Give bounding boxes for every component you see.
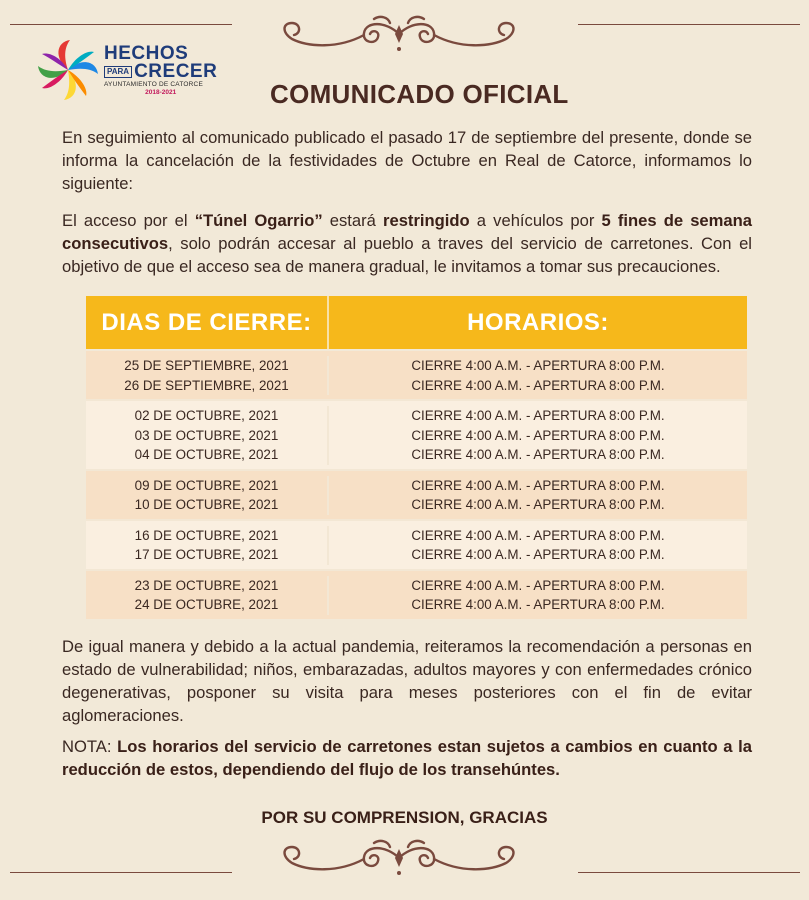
- frame-line-bottom-right: [578, 872, 800, 873]
- page-title: COMUNICADO OFICIAL: [270, 79, 569, 109]
- header-closure-days: DIAS DE CIERRE:: [86, 296, 329, 349]
- swirl-logo-icon: [34, 36, 102, 104]
- hours-cell: CIERRE 4:00 A.M. - APERTURA 8:00 P.M.: [411, 447, 665, 462]
- header-hours: HORARIOS:: [467, 308, 609, 336]
- tunnel-name: “Túnel Ogarrio”: [194, 211, 323, 230]
- access-text-4: , solo podrán accesar al pueblo a traves del servicio de carretones. Con el objetivo de que el acceso sea de manera gradual, le invitamos a tomar sus precauciones.: [62, 234, 752, 276]
- date-cell: 04 DE OCTUBRE, 2021: [134, 447, 279, 462]
- dates-column: [86, 576, 329, 615]
- date-cell: 24 DE OCTUBRE, 2021: [134, 597, 279, 612]
- table-row-group: [86, 519, 747, 569]
- hours-column: [329, 476, 747, 515]
- weekends-count: 5 fines de semana consecutivos: [62, 211, 752, 253]
- hours-column: [329, 526, 747, 565]
- table-body: [86, 351, 747, 619]
- date-cell: 09 DE OCTUBRE, 2021: [134, 477, 279, 493]
- hours-cell: CIERRE 4:00 A.M. - APERTURA 8:00 P.M.: [411, 477, 665, 493]
- table-row-group: [86, 469, 747, 519]
- scroll-ornament-top-icon: [268, 13, 530, 55]
- note-paragraph: [62, 735, 752, 781]
- hours-cell: CIERRE 4:00 A.M. - APERTURA 8:00 P.M.: [411, 577, 665, 593]
- date-cell: 16 DE OCTUBRE, 2021: [134, 527, 279, 543]
- access-paragraph: [62, 209, 752, 278]
- dates-column: [86, 526, 329, 565]
- access-text-3: a vehículos por: [469, 211, 602, 230]
- hours-column: [329, 576, 747, 615]
- table-row-group: [86, 399, 747, 469]
- date-cell: 10 DE OCTUBRE, 2021: [134, 497, 279, 512]
- dates-column: [86, 406, 329, 465]
- frame-line-top-right: [578, 24, 800, 25]
- hours-cell: CIERRE 4:00 A.M. - APERTURA 8:00 P.M.: [411, 597, 665, 612]
- date-cell: 25 DE SEPTIEMBRE, 2021: [124, 358, 289, 373]
- date-cell: 02 DE OCTUBRE, 2021: [134, 408, 279, 423]
- closure-schedule-table: [86, 296, 747, 619]
- frame-line-top-left: [10, 24, 232, 25]
- hours-cell: CIERRE 4:00 A.M. - APERTURA 8:00 P.M.: [411, 427, 665, 443]
- closing-message: POR SU COMPRENSION, GRACIAS: [261, 808, 548, 827]
- hours-cell: CIERRE 4:00 A.M. - APERTURA 8:00 P.M.: [411, 358, 665, 373]
- brand-para: PARA: [104, 66, 132, 78]
- note-label: NOTA:: [62, 737, 118, 756]
- dates-column: [86, 356, 329, 395]
- date-cell: 17 DE OCTUBRE, 2021: [134, 547, 279, 562]
- hours-column: [329, 406, 747, 465]
- table-header: [86, 296, 747, 349]
- brand-logo: [34, 36, 234, 106]
- intro-paragraph: En seguimiento al comunicado publicado el pasado 17 de septiembre del presente, donde se informa la cancelación de la festividades de Octubre en Real de Catorce, informamos lo siguiente:: [62, 128, 752, 193]
- dates-column: [86, 476, 329, 515]
- hours-cell: CIERRE 4:00 A.M. - APERTURA 8:00 P.M.: [411, 377, 665, 393]
- hours-column: [329, 356, 747, 395]
- hours-cell: CIERRE 4:00 A.M. - APERTURA 8:00 P.M.: [411, 527, 665, 543]
- access-text-1: El acceso por el: [62, 211, 195, 230]
- scroll-ornament-bottom-icon: [268, 837, 530, 879]
- frame-line-bottom-left: [10, 872, 232, 873]
- access-text-2: estará: [322, 211, 384, 230]
- brand-line-hechos: HECHOS: [104, 43, 189, 64]
- date-cell: 26 DE SEPTIEMBRE, 2021: [124, 377, 289, 393]
- hours-cell: CIERRE 4:00 A.M. - APERTURA 8:00 P.M.: [411, 497, 665, 512]
- date-cell: 23 DE OCTUBRE, 2021: [134, 577, 279, 593]
- brand-line-row: [104, 63, 217, 80]
- pandemic-paragraph: De igual manera y debido a la actual pandemia, reiteramos la recomendación a personas en estado de vulnerabilidad; niños, embarazadas, adultos mayores y con enfermedades crónico degenerativas, posponer su visita para meses posteriores con el fin de evitar aglomeraciones.: [62, 637, 752, 725]
- brand-years: 2018-2021: [145, 89, 177, 96]
- table-row-group: [86, 351, 747, 399]
- restricted-word: restringido: [383, 211, 470, 230]
- hours-cell: CIERRE 4:00 A.M. - APERTURA 8:00 P.M.: [411, 408, 665, 423]
- hours-cell: CIERRE 4:00 A.M. - APERTURA 8:00 P.M.: [411, 547, 665, 562]
- date-cell: 03 DE OCTUBRE, 2021: [134, 427, 279, 443]
- note-text: Los horarios del servicio de carretones estan sujetos a cambios en cuanto a la reducción de estos, dependiendo del flujo de los transehúntes.: [62, 737, 752, 779]
- brand-wordmark: [104, 44, 217, 97]
- brand-line-crecer: CRECER: [134, 61, 218, 82]
- brand-subtitle: AYUNTAMIENTO DE CATORCE: [104, 81, 203, 88]
- table-row-group: [86, 569, 747, 619]
